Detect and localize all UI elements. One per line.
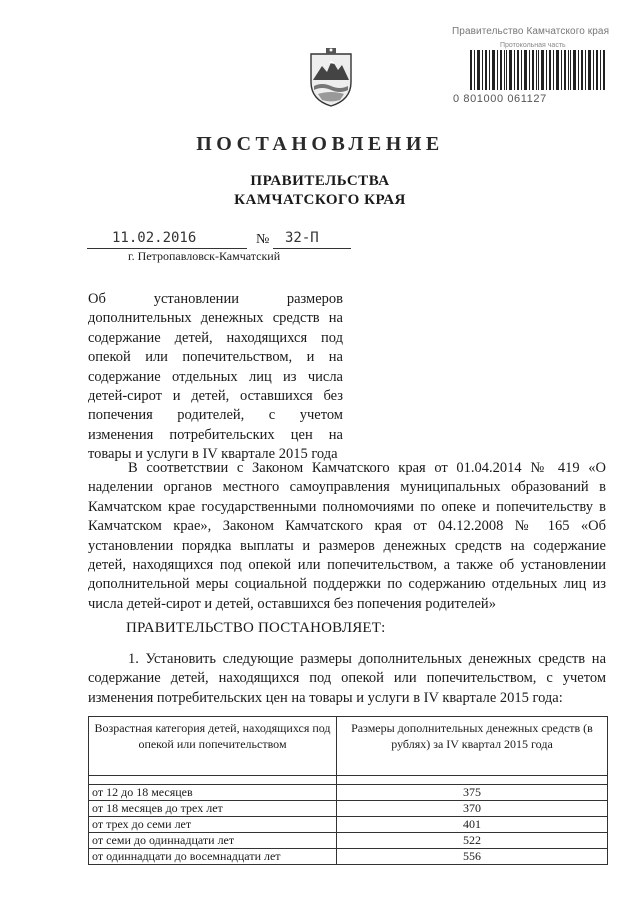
row-category: от одиннадцати до восемнадцати лет — [89, 849, 337, 865]
table-row — [89, 849, 608, 865]
city: г. Петропавловск-Камчатский — [128, 249, 281, 263]
row-amount: 522 — [337, 833, 608, 849]
amounts-table — [88, 716, 608, 865]
document-date: 11.02.2016 — [112, 230, 197, 246]
preamble-paragraph: В соответствии с Законом Камчатского края от 01.04.2014 № 419 «О наделении органов местного самоуправления муниципальных образований в Камчатском крае государственными полномочиями по опеке и попечительству в Камчатском крае», Законом Камчатского края от 04.12.2008 № 165 «Об установлении порядка выплаты и размеров денежных средств на содержание детей, находящихся под опекой или попечительством, а также об установлении дополнительной меры социальной поддержки по содержанию отдельных лиц из числа детей-сирот и детей, оставшихся без попечения родителей» — [88, 460, 606, 612]
row-category: от трех до семи лет — [89, 817, 337, 833]
table-row — [89, 833, 608, 849]
stamp-organization: Правительство Камчатского края — [452, 26, 610, 37]
table-header-category: Возрастная категория детей, находящихся под опекой или попечительством — [89, 717, 337, 776]
table-header-amount: Размеры дополнительных денежных средств (в рублях) за IV квартал 2015 года — [337, 717, 608, 776]
table-row — [89, 785, 608, 801]
row-amount: 375 — [337, 785, 608, 801]
issuer-line-2: КАМЧАТСКОГО КРАЯ — [234, 192, 406, 208]
document-number: 32-П — [285, 230, 319, 246]
table-row — [89, 817, 608, 833]
row-amount: 401 — [337, 817, 608, 833]
document-title: ПОСТАНОВЛЕНИЕ — [196, 133, 444, 155]
row-amount: 370 — [337, 801, 608, 817]
point-1-paragraph: 1. Установить следующие размеры дополнительных денежных средств на содержание детей, находящихся под опекой или попечительством, с учетом изменения потребительских цен на товары и услуги в IV квартале 2015 года: — [88, 651, 606, 706]
row-amount: 556 — [337, 849, 608, 865]
table-row — [89, 801, 608, 817]
number-underline — [273, 248, 351, 249]
row-category: от 12 до 18 месяцев — [89, 785, 337, 801]
barcode — [470, 50, 606, 90]
row-category: от 18 месяцев до трех лет — [89, 801, 337, 817]
document-subject — [88, 290, 343, 465]
number-sign: № — [256, 232, 270, 247]
issuer-line-1: ПРАВИТЕЛЬСТВА — [250, 173, 390, 189]
subject-text: Об установлении размеров дополнительных денежных средств на содержание детей, находящихся под опекой или попечительством, и на содержание отдельных лиц из числа детей-сирот и детей, оставшихся без попечения родителей, с учетом изменения потребительских цен на товары и услуги в IV квартале 2015 года — [88, 291, 343, 463]
resolve-heading: ПРАВИТЕЛЬСТВО ПОСТАНОВЛЯЕТ: — [126, 620, 386, 636]
row-category: от семи до одиннадцати лет — [89, 833, 337, 849]
stamp-subline: Протокольная часть — [500, 42, 566, 49]
barcode-number: 0 801000 061127 — [453, 93, 547, 105]
coat-of-arms-icon — [308, 46, 354, 108]
table-spacer-row — [89, 776, 608, 785]
